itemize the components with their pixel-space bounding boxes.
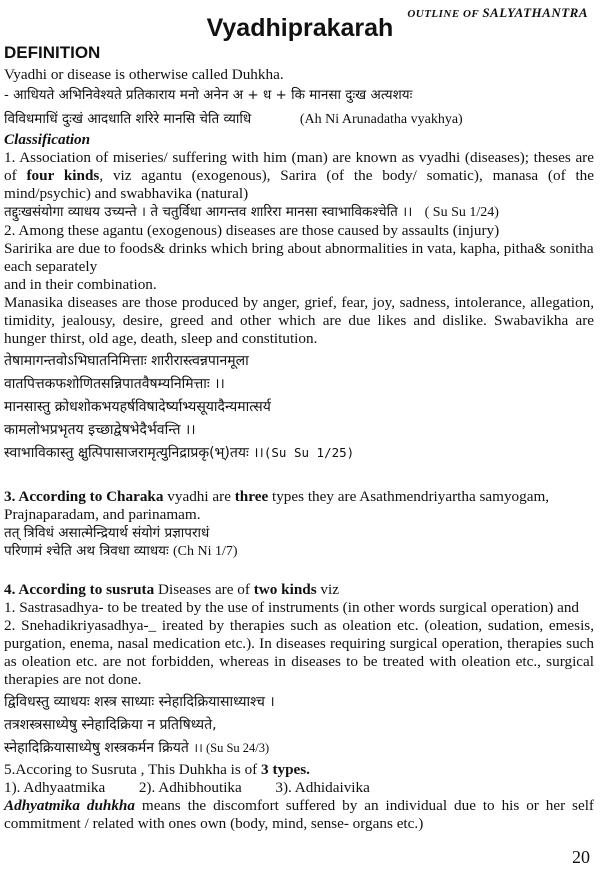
sanskrit-1-text: तद्दुःखसंयोगा व्याधय उच्यन्ते । ते चतुर्विधा आगन्तव शारिरा मानसा स्वाभाविकश्चेति ।। [4, 204, 413, 220]
susruta-sanskrit-3 [4, 738, 594, 758]
charaka-sanskrit-1: तत् त्रिविधं असात्मेन्द्रियार्थ संयोगं प्रज्ञापराधं [4, 525, 210, 541]
sanskrit-verse-text: स्वाभाविकास्तु क्षुत्पिपासाजरामृत्युनिद्राप्रकृ(भ्)तयः ।। [4, 445, 264, 461]
charaka-bold: three [234, 488, 269, 505]
page-number: 20 [572, 847, 590, 867]
dukha-type-2: 2). Adhibhoutika [138, 779, 242, 796]
susruta-tail: viz [316, 581, 339, 598]
sanskrit-1-ref: ( Su Su 1/24) [424, 205, 499, 220]
classification-para-2-line-2: Saririka are due to foods& drinks which bring about abnormalities in vata, kapha, pitha& sonitha each separately [4, 240, 594, 275]
sanskrit-definition [4, 110, 594, 129]
charaka-tail: types they are Asathmendriyartha samyogam, Prajnaparadam, and parinamam. [4, 488, 550, 523]
susruta-item-1: 1. Sastrasadhya- to be treated by the use of instruments (in other words surgical operation) and [4, 599, 580, 616]
page-title: Vyadhiprakarah [206, 14, 394, 42]
susruta-para [4, 581, 594, 599]
classification-para-2-line-4: Manasika diseases are those produced by anger, grief, fear, joy, sadness, intolerance, allegation, timidity, jealousy, desire, greed and other which are due likes and dislike. Swabavikha are hunger thirst, old age, death, sleep and constitution. [4, 294, 594, 347]
dukha-type-3: 3). Adhidaivika [275, 779, 370, 796]
dukha-types-line [4, 761, 594, 779]
susruta-sanskrit-2: तत्रशस्त्रसाध्येषु स्नेहादिक्रिया न प्रतिषिध्यते, [4, 717, 217, 733]
charaka-sanskrit-2-text: परिणामं श्चेति अथ त्रिवधा व्याधयः [4, 543, 169, 559]
charaka-sanskrit-2 [4, 542, 594, 561]
definition-line: Vyadhi or disease is otherwise called Duhkha. [4, 66, 284, 83]
running-head-small: OUTLINE OF [407, 8, 480, 20]
adhyatmika-definition [4, 797, 594, 833]
classification-para-1 [4, 149, 594, 203]
susruta-bold: two kinds [253, 581, 317, 598]
susruta-sanskrit-3-text: स्नेहादिक्रियासाध्येषु शस्त्रकर्मन क्रियते [4, 740, 189, 756]
sanskrit-verse-line-last [4, 443, 594, 463]
sanskrit-verse-line: मानसास्तु क्रोधशोकभयहर्षविषादेर्ष्याभ्यसूयादैन्यमात्सर्य [4, 399, 271, 415]
para-1-bold: four kinds [26, 167, 100, 184]
body-text [4, 44, 594, 833]
sanskrit-definition-ref: (Ah Ni Arunadatha vyakhya) [299, 112, 463, 127]
adhyatmika-text: means the discomfort suffered by an individual due to his or her self commitment / related with ones own (body, mind, sense- organs etc.) [4, 797, 594, 832]
susruta-lead: 4. According to susruta [4, 581, 155, 598]
para-1-text-a: 1. Association of miseries/ suffering with him (man) are known as vyadhi (diseases); theses are of [4, 149, 594, 184]
susruta-sanskrit-3-ref: ।। (Su Su 24/3) [193, 741, 270, 755]
sanskrit-verse-line: वातपित्तकफशोणितसन्निपातवैषम्यनिमित्ताः ।। [4, 376, 225, 392]
sanskrit-verse-ref: (Su Su 1/25) [263, 445, 355, 460]
adhyatmika-term: Adhyatmika duhkha [4, 797, 135, 814]
dukha-line-bold: 3 types. [261, 761, 310, 778]
charaka-lead: 3. According to Charaka [4, 488, 164, 505]
classification-para-2-line-3: and in their combination. [4, 276, 157, 293]
running-head-big: SALYATHANTRA [482, 5, 588, 20]
definition-heading: DEFINITION [4, 43, 101, 62]
susruta-mid: Diseases are of [154, 581, 254, 598]
charaka-sanskrit-2-ref: (Ch Ni 1/7) [172, 544, 238, 559]
sanskrit-definition-text: विविधमाधिं दुःखं आदधाति शरिरे मानसि चेति व्याधि [4, 111, 252, 127]
classification-para-2-line-1: 2. Among these agantu (exogenous) diseases are those caused by assaults (injury) [4, 222, 500, 239]
sanskrit-verse-line: कामलोभप्रभृतय इच्छाद्वेषभेदैर्भवन्ति ।। [4, 422, 196, 438]
classification-heading: Classification [4, 131, 91, 148]
dukha-line-text: 5.Accoring to Susruta , This Duhkha is of [4, 761, 262, 778]
classification-sanskrit-1 [4, 203, 594, 222]
sanskrit-verse-line: तेषामागन्तवोऽभिघातनिमित्ताः शारीरास्त्वन्नपानमूला [4, 353, 249, 369]
dukha-types-list [4, 779, 594, 797]
charaka-para [4, 488, 594, 524]
dukha-type-1: 1). Adhyaatmika [4, 779, 106, 796]
susruta-item-2: 2. Snehadikriyasadhya-_ ireated by therapies such as oleation etc. (oleation, sudation, emesis, purgation, enema, nasal medication etc.). In diseases requiring surgical operation, therapies such as oleation etc. are not forbidden, whereas in diseases to be treated with oleation etc., surgical therapies are not done. [4, 617, 594, 688]
susruta-sanskrit-1: द्विविधस्तु व्याधयः शस्त्र साध्याः स्नेहादिक्रियासाध्याश्च । [4, 694, 275, 710]
para-1-text-b: , viz agantu (exogenous), Sarira (of the body/ somatic), manasa (of the mind/psychic) and swabhavika (natural) [4, 167, 594, 202]
sanskrit-etymology: - आधियते अभिनिवेश्यते प्रतिकाराय मनो अनेन अ + ध + कि मानसा दुःख अत्यशयः [4, 87, 413, 103]
charaka-mid: vyadhi are [163, 488, 235, 505]
